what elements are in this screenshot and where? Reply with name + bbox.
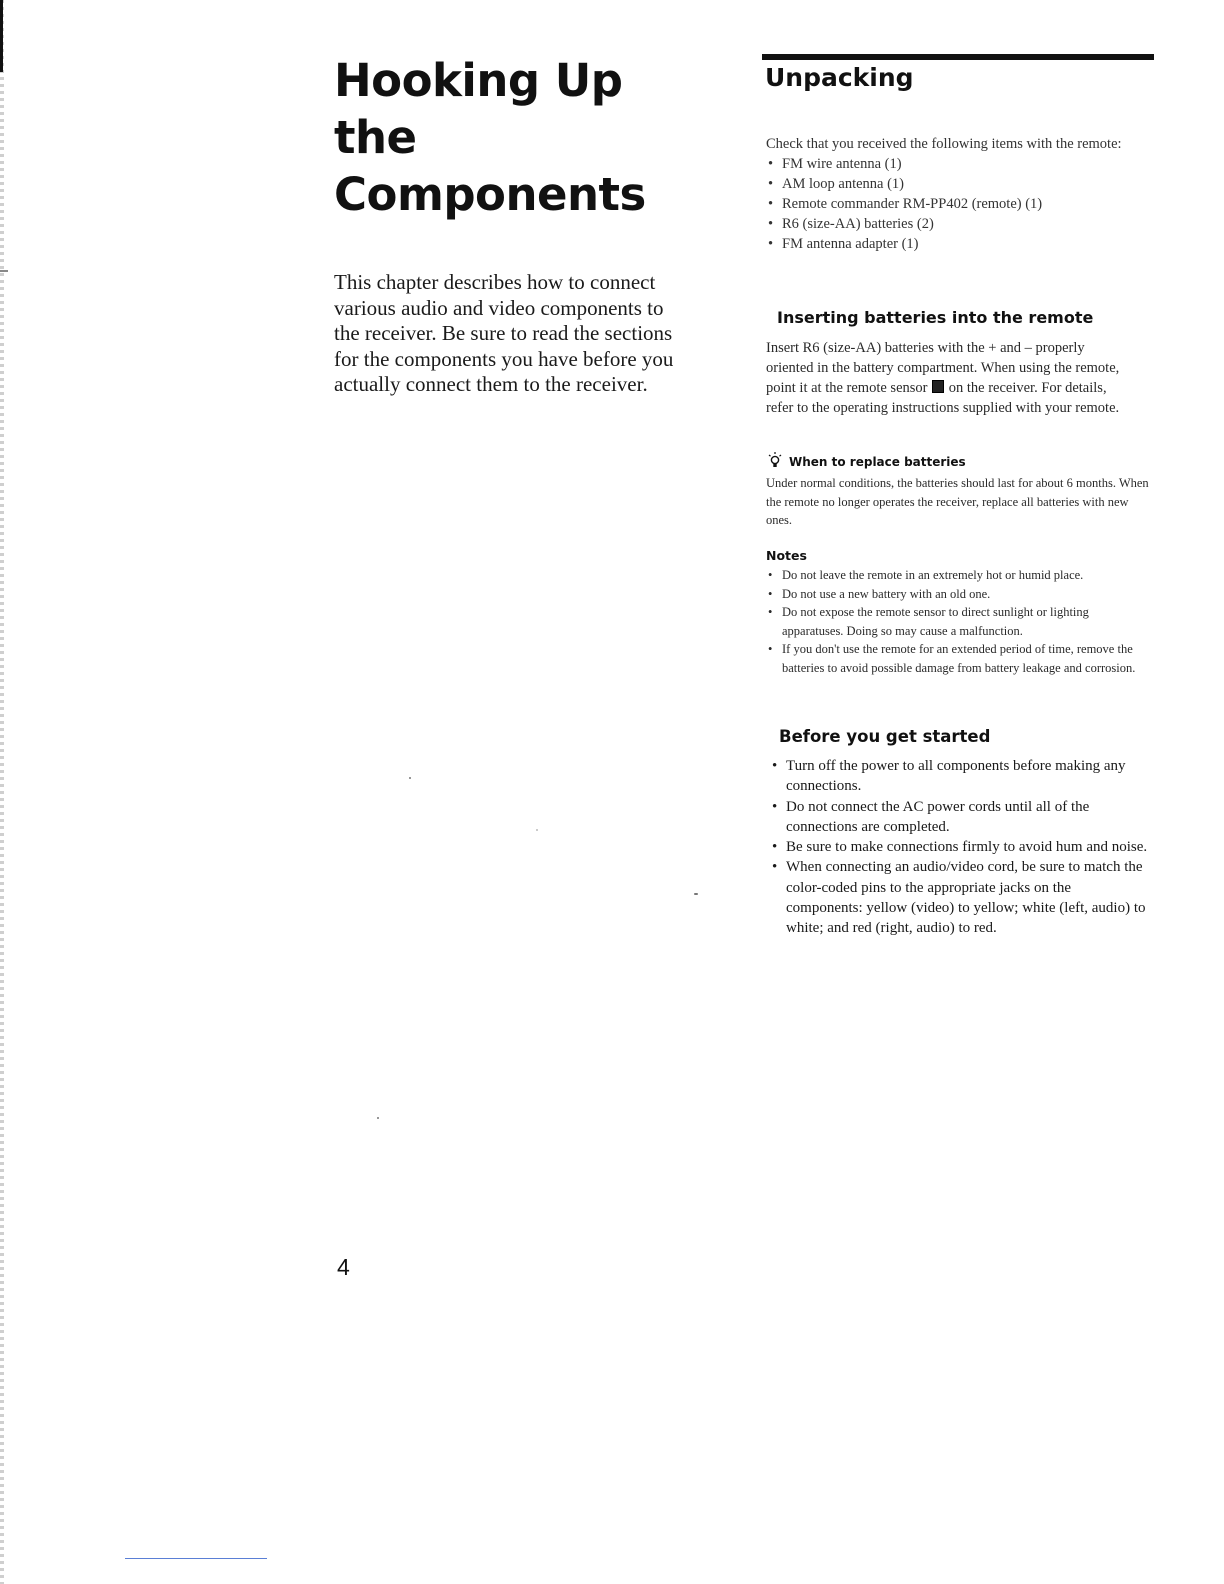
scan-speck bbox=[409, 777, 411, 779]
list-item: • Be sure to make connections firmly to avoid hum and noise. bbox=[770, 837, 1148, 857]
page-number: 4 bbox=[337, 1254, 350, 1280]
chapter-title bbox=[334, 52, 694, 223]
list-item: • Do not expose the remote sensor to direct sunlight or lighting apparatuses. Doing so may cause a malfunction. bbox=[766, 603, 1146, 640]
list-item: • AM loop antenna (1) bbox=[766, 174, 1151, 194]
scan-speck bbox=[536, 829, 538, 831]
scan-speck bbox=[377, 1117, 379, 1119]
tip-header bbox=[766, 452, 1151, 472]
list-item: • Remote commander RM-PP402 (remote) (1) bbox=[766, 194, 1151, 214]
chapter-column bbox=[334, 52, 694, 398]
batteries-text-end: on the receiver. For details, refer to the operating instructions supplied with your remote. bbox=[766, 380, 1120, 416]
chapter-intro: This chapter describes how to connect various audio and video components to the receiver. Be sure to read the sections for the components you have before you actually connect them to the receiver. bbox=[334, 270, 674, 396]
list-item: • When connecting an audio/video cord, be sure to match the color-coded pins to the appropriate jacks on the components: yellow (video) to yellow; white (left, audio) to white; and red (right, audio) to red. bbox=[770, 857, 1148, 938]
remote-sensor-icon bbox=[932, 380, 944, 393]
scan-edge bbox=[0, 0, 4, 1584]
unpacking-section bbox=[766, 134, 1151, 254]
subheading-before-started: Before you get started bbox=[779, 727, 991, 746]
section-rule bbox=[762, 54, 1154, 60]
before-started-list bbox=[770, 756, 1148, 939]
list-item: • FM wire antenna (1) bbox=[766, 154, 1151, 174]
tip-heading: When to replace batteries bbox=[789, 455, 966, 469]
list-item: • Do not leave the remote in an extremely hot or humid place. bbox=[766, 566, 1146, 585]
scan-mark bbox=[0, 0, 3, 72]
chapter-title-line: the bbox=[334, 111, 417, 164]
list-item: • R6 (size-AA) batteries (2) bbox=[766, 214, 1151, 234]
notes-list bbox=[766, 566, 1146, 677]
margin-tick bbox=[0, 270, 8, 272]
footer-line bbox=[125, 1558, 267, 1559]
notes-heading: Notes bbox=[766, 548, 807, 563]
list-item: • Do not use a new battery with an old one. bbox=[766, 585, 1146, 604]
list-item: • Turn off the power to all components before making any connections. bbox=[770, 756, 1148, 797]
chapter-title-line: Components bbox=[334, 168, 646, 221]
scan-speck bbox=[694, 893, 698, 895]
section-heading-unpacking: Unpacking bbox=[765, 63, 914, 92]
list-item: • FM antenna adapter (1) bbox=[766, 234, 1151, 254]
batteries-paragraph bbox=[766, 338, 1131, 418]
chapter-title-line: Hooking Up bbox=[334, 54, 623, 107]
list-item: • If you don't use the remote for an extended period of time, remove the batteries to avoid possible damage from battery leakage and corrosion. bbox=[766, 640, 1146, 677]
unpacking-list bbox=[766, 154, 1151, 254]
unpacking-intro: Check that you received the following items with the remote: bbox=[766, 136, 1122, 152]
list-item: • Do not connect the AC power cords until all of the connections are completed. bbox=[770, 797, 1148, 838]
lightbulb-icon bbox=[766, 452, 784, 472]
batteries-text: Insert R6 (size-AA) batteries with the + and – properly oriented in the battery compartment. When using the remote, point it at the remote sensor bbox=[766, 340, 1120, 396]
tip-text: Under normal conditions, the batteries should last for about 6 months. When the remote no longer operates the receiver, replace all batteries with new ones. bbox=[766, 476, 1149, 527]
subheading-inserting-batteries: Inserting batteries into the remote bbox=[777, 308, 1094, 327]
